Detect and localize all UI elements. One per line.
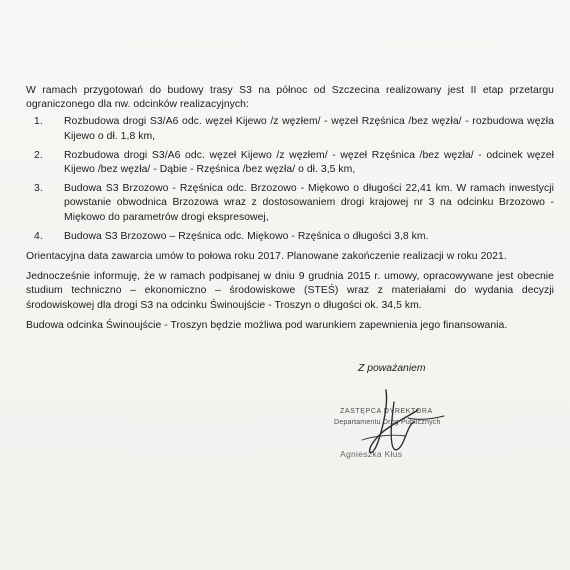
- list-item-text: Budowa S3 Brzozowo – Rzęśnica odc. Miękowo - Rzęśnica o długości 3,8 km.: [64, 230, 429, 242]
- list-item-number: 2.: [34, 149, 43, 161]
- closing-salutation: Z poważaniem: [358, 363, 426, 374]
- stamp-name: Agnieszka Kłus: [340, 449, 403, 459]
- list-item-number: 4.: [34, 230, 43, 242]
- stamp-department: Departamentu Dróg Publicznych: [334, 419, 441, 426]
- list-item: [26, 230, 554, 244]
- letter-body: [26, 84, 554, 339]
- list-item-text: Rozbudowa drogi S3/A6 odc. węzeł Kijewo /z węzłem/ - węzeł Rzęśnica /bez węzła/ - odcinek węzeł Kijewo /bez węzła/ - Dąbie - Rzęśnica /bez węzła/ o dł. 3,5 km,: [64, 149, 554, 176]
- list-item: [26, 182, 554, 225]
- intro-paragraph: W ramach przygotowań do budowy trasy S3 na północ od Szczecina realizowany jest II etap przetargu ograniczonego dla nw. odcinków realizacyjnych:: [26, 85, 554, 111]
- date-paragraph: Orientacyjna data zawarcia umów to połowa roku 2017. Planowane zakończenie realizacji w roku 2021.: [26, 251, 507, 263]
- list-item-number: 3.: [34, 183, 43, 195]
- funding-paragraph: Budowa odcinka Świnoujście - Troszyn będzie możliwa pod warunkiem zapewnienia jego finansowania.: [26, 319, 508, 331]
- signature-image: [348, 384, 458, 464]
- sections-list: [26, 115, 554, 244]
- list-item: [26, 149, 554, 177]
- list-item-text: Rozbudowa drogi S3/A6 odc. węzeł Kijewo /z węzłem/ - węzeł Rzęśnica /bez węzła/ - rozbudowa węzła Kijewo o dł. 1,8 km,: [64, 116, 554, 142]
- list-item-number: 1.: [34, 116, 43, 128]
- list-item: [26, 115, 554, 143]
- list-item-text: Budowa S3 Brzozowo - Rzęśnica odc. Brzozowo - Miękowo o długości 22,41 km. W ramach inwestycji powstanie obwodnica Brzozowa wraz z dostosowaniem drogi krajowej nr 3 na odcinku Brzozowo - Miękowo do parametrów drogi ekspresowej,: [64, 183, 554, 223]
- study-paragraph: Jednocześnie informuję, że w ramach podpisanej w dniu 9 grudnia 2015 r. umowy, opracowywane jest obecnie studium techniczno – ekonomiczno – środowiskowe (STEŚ) wraz z materiałami do wydania decyzji środowiskowej dla drogi S3 na odcinku Świnoujście - Troszyn o długości ok. 34,5 km.: [26, 271, 554, 311]
- stamp-title: ZASTĘPCA DYREKTORA: [340, 408, 433, 415]
